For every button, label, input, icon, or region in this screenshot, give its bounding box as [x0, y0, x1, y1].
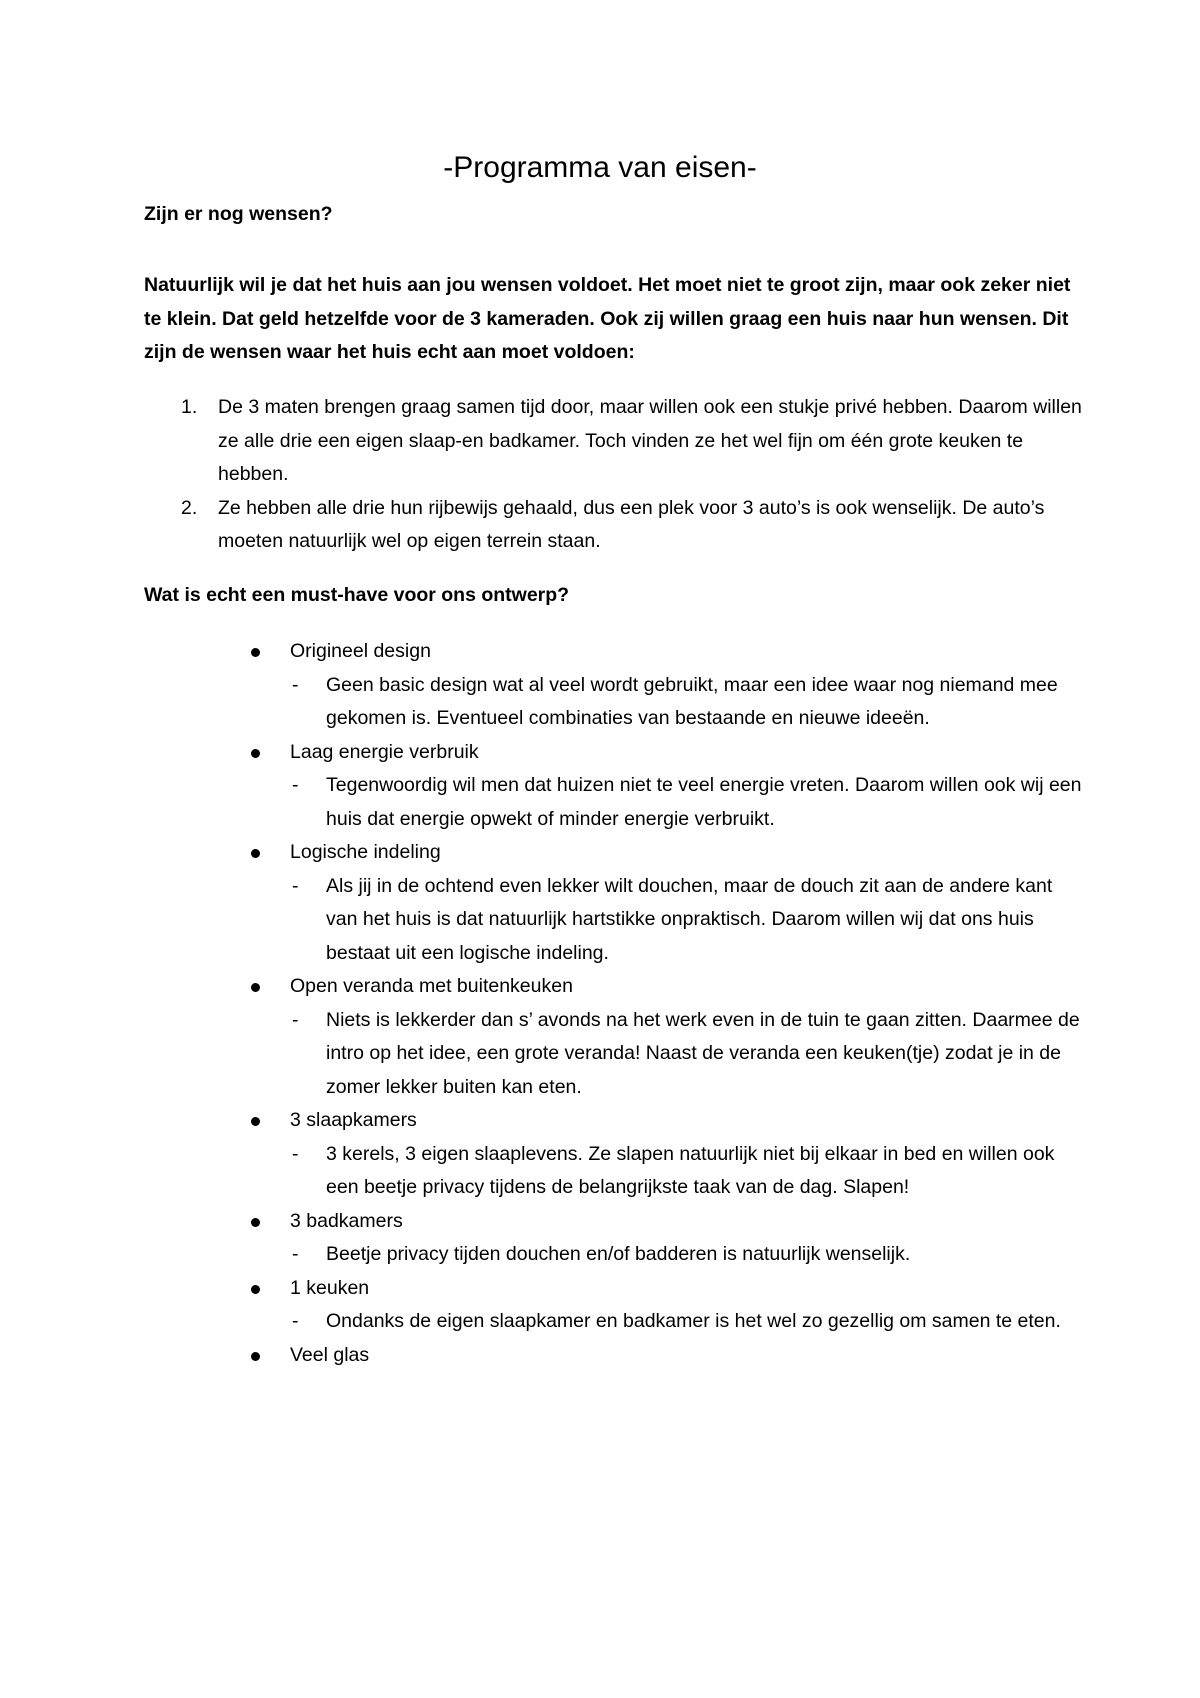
detail-text: Geen basic design wat al veel wordt gebruikt, maar een idee waar nog niemand mee gekomen is. Eventueel combinaties van bestaande en nieuwe ideeën. — [326, 673, 1058, 729]
detail-text: 3 kerels, 3 eigen slaaplevens. Ze slapen natuurlijk niet bij elkaar in bed en willen ook een beetje privacy tijdens de belangrijkste taak van de dag. Slapen! — [326, 1142, 1055, 1198]
bullet-detail — [144, 870, 1084, 971]
bullet-icon — [251, 1285, 260, 1294]
bullet-item — [144, 836, 1084, 970]
bullet-label: Laag energie verbruik — [290, 740, 479, 763]
dash-icon: - — [292, 1243, 299, 1265]
bullet-detail — [144, 1004, 1084, 1105]
bullet-item — [144, 1339, 1084, 1373]
bullet-detail — [144, 669, 1084, 736]
bullet-label: Open veranda met buitenkeuken — [290, 975, 573, 997]
detail-text: Tegenwoordig wil men dat huizen niet te veel energie vreten. Daarom willen ook wij een huis dat energie opwekt of minder energie verbruikt. — [326, 774, 1082, 830]
item-text: De 3 maten brengen graag samen tijd door, maar willen ook een stukje privé hebben. Daarom willen ze alle drie een eigen slaap-en badkamer. Toch vinden ze het wel fijn om één grote keuken te hebben. — [218, 396, 1082, 485]
item-text: Ze hebben alle drie hun rijbewijs gehaald, dus een plek voor 3 auto’s is ook wenselijk. De auto’s moeten natuurlijk wel op eigen terrein staan. — [218, 496, 1045, 552]
intro-paragraph: Natuurlijk wil je dat het huis aan jou wensen voldoet. Het moet niet te groot zijn, maar ook zeker niet te klein. Dat geld hetzelfde voor de 3 kameraden. Ook zij willen graag een huis naar hun wensen. Dit zijn de wensen waar het huis echt aan moet voldoen: — [144, 274, 1071, 363]
bullet-label: 3 badkamers — [290, 1209, 403, 1232]
bullet-item — [144, 1272, 1084, 1339]
bullet-icon — [251, 849, 260, 858]
bullet-item — [144, 1205, 1084, 1272]
bullet-label: Logische indeling — [290, 841, 441, 863]
bullet-icon — [251, 648, 260, 657]
dash-icon: - — [292, 1142, 299, 1165]
bullet-icon — [251, 1218, 260, 1227]
bullet-icon — [251, 749, 260, 758]
question-musthave-heading: Wat is echt een must-have voor ons ontwerp? — [144, 584, 570, 606]
detail-text: Ondanks de eigen slaapkamer en badkamer is het wel zo gezellig om samen te eten. — [326, 1310, 1061, 1332]
bullet-label: 3 slaapkamers — [290, 1109, 417, 1131]
bullet-item — [144, 736, 1084, 837]
bullet-item — [144, 1104, 1084, 1205]
item-number: 1. — [181, 396, 198, 418]
item-number: 2. — [181, 496, 198, 519]
bullet-detail — [144, 1138, 1084, 1205]
musthave-bullet-list — [144, 635, 1084, 1372]
detail-text: Beetje privacy tijden douchen en/of badderen is natuurlijk wenselijk. — [326, 1243, 911, 1265]
dash-icon: - — [292, 774, 299, 796]
bullet-detail — [144, 1305, 1084, 1339]
bullet-label: Veel glas — [290, 1343, 370, 1366]
bullet-detail — [144, 769, 1084, 836]
wishes-numbered-list — [144, 391, 1084, 559]
detail-text: Als jij in de ochtend even lekker wilt douchen, maar de douch zit aan de andere kant van het huis is dat natuurlijk hartstikke onpraktisch. Daarom willen wij dat ons huis bestaat uit een logische indeling. — [326, 874, 1053, 964]
bullet-item — [144, 635, 1084, 736]
bullet-label: 1 keuken — [290, 1276, 370, 1299]
numbered-item — [144, 492, 1084, 559]
dash-icon: - — [292, 673, 299, 696]
bullet-icon — [251, 1352, 260, 1361]
bullet-icon — [251, 983, 260, 992]
question-wishes-heading: Zijn er nog wensen? — [144, 203, 333, 225]
dash-icon: - — [292, 1310, 299, 1332]
detail-text: Niets is lekkerder dan s’ avonds na het werk even in de tuin te gaan zitten. Daarmee de intro op het idee, een grote veranda! Naast de veranda een keuken(tje) zodat je in de zomer lekker buiten kan eten. — [326, 1008, 1080, 1098]
dash-icon: - — [292, 1008, 299, 1031]
dash-icon: - — [292, 874, 299, 897]
bullet-label: Origineel design — [290, 640, 431, 662]
document-title: -Programma van eisen- — [443, 151, 757, 184]
numbered-item — [144, 391, 1084, 492]
bullet-detail — [144, 1238, 1084, 1272]
bullet-item — [144, 970, 1084, 1104]
bullet-icon — [251, 1117, 260, 1126]
